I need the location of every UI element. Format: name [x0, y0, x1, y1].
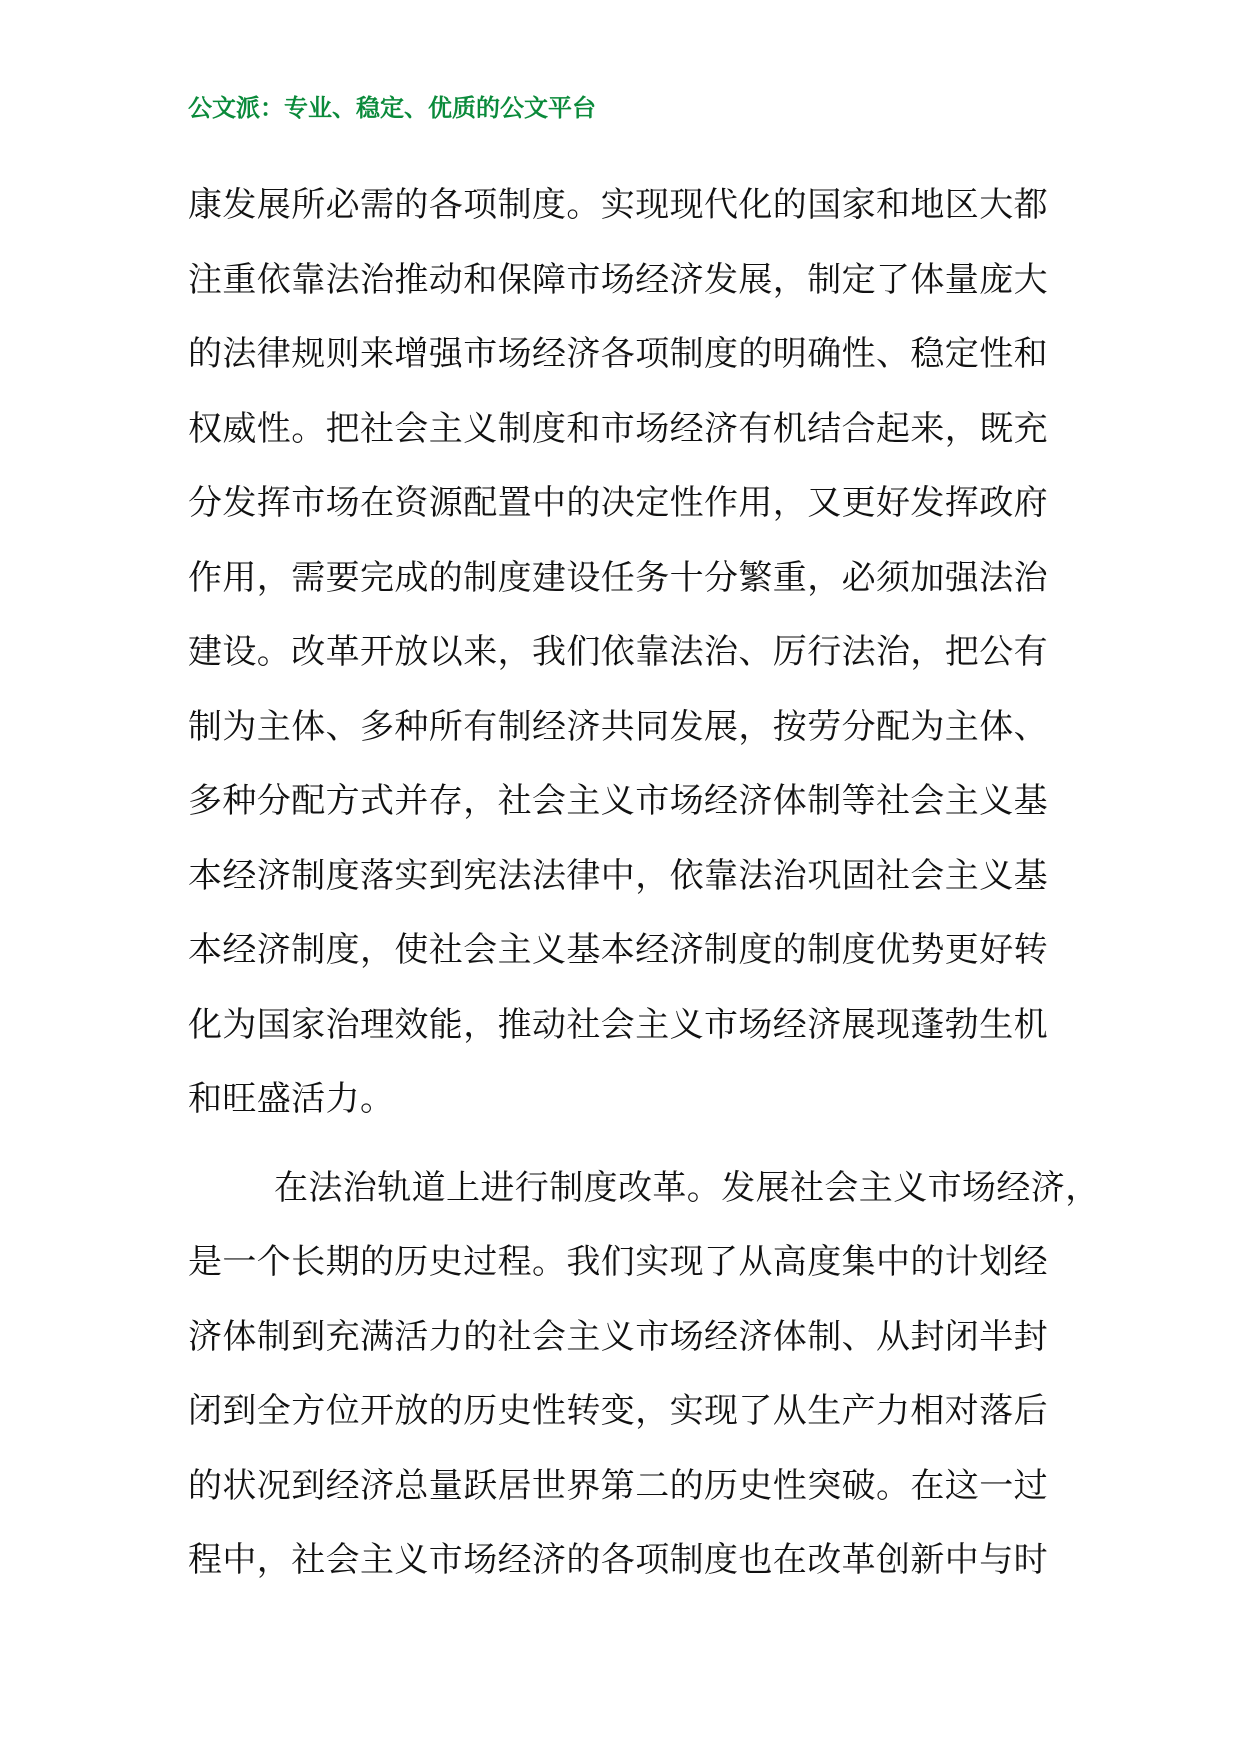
text-line: 和旺盛活力。	[188, 1079, 395, 1119]
paragraph-2	[188, 1151, 1100, 1598]
page-header: 公文派：专业、稳定、优质的公文平台	[188, 94, 596, 122]
text-line: 作用，需要完成的制度建设任务十分繁重，必须加强法治	[188, 557, 1048, 598]
text-line: 制为主体、多种所有制经济共同发展，按劳分配为主体、	[188, 706, 1048, 747]
text-line: 本经济制度落实到宪法法律中，依靠法治巩固社会主义基	[188, 855, 1048, 896]
text-line: 多种分配方式并存，社会主义市场经济体制等社会主义基	[188, 781, 1048, 821]
text-line: 在法治轨道上进行制度改革。发展社会主义市场经济，	[274, 1167, 1100, 1208]
text-line: 本经济制度，使社会主义基本经济制度的制度优势更好转	[188, 930, 1048, 970]
text-line: 程中，社会主义市场经济的各项制度也在改革创新中与时	[188, 1540, 1048, 1580]
text-line: 注重依靠法治推动和保障市场经济发展，制定了体量庞大	[188, 259, 1048, 300]
text-line: 闭到全方位开放的历史性转变，实现了从生产力相对落后	[188, 1391, 1048, 1431]
text-line: 是一个长期的历史过程。我们实现了从高度集中的计划经	[188, 1242, 1048, 1282]
paragraph-1	[188, 168, 1068, 1137]
text-line: 分发挥市场在资源配置中的决定性作用，又更好发挥政府	[188, 483, 1048, 523]
text-line: 的状况到经济总量跃居世界第二的历史性突破。在这一过	[188, 1465, 1048, 1506]
text-line: 建设。改革开放以来，我们依靠法治、厉行法治，把公有	[188, 632, 1048, 672]
text-line: 权威性。把社会主义制度和市场经济有机结合起来，既充	[188, 408, 1048, 449]
text-line: 康发展所必需的各项制度。实现现代化的国家和地区大都	[188, 185, 1048, 225]
text-line: 化为国家治理效能，推动社会主义市场经济展现蓬勃生机	[188, 1004, 1048, 1045]
text-line: 济体制到充满活力的社会主义市场经济体制、从封闭半封	[188, 1316, 1048, 1357]
text-line: 的法律规则来增强市场经济各项制度的明确性、稳定性和	[188, 334, 1048, 374]
document-body	[188, 168, 1100, 1598]
paragraph-spacer	[188, 1137, 1068, 1151]
